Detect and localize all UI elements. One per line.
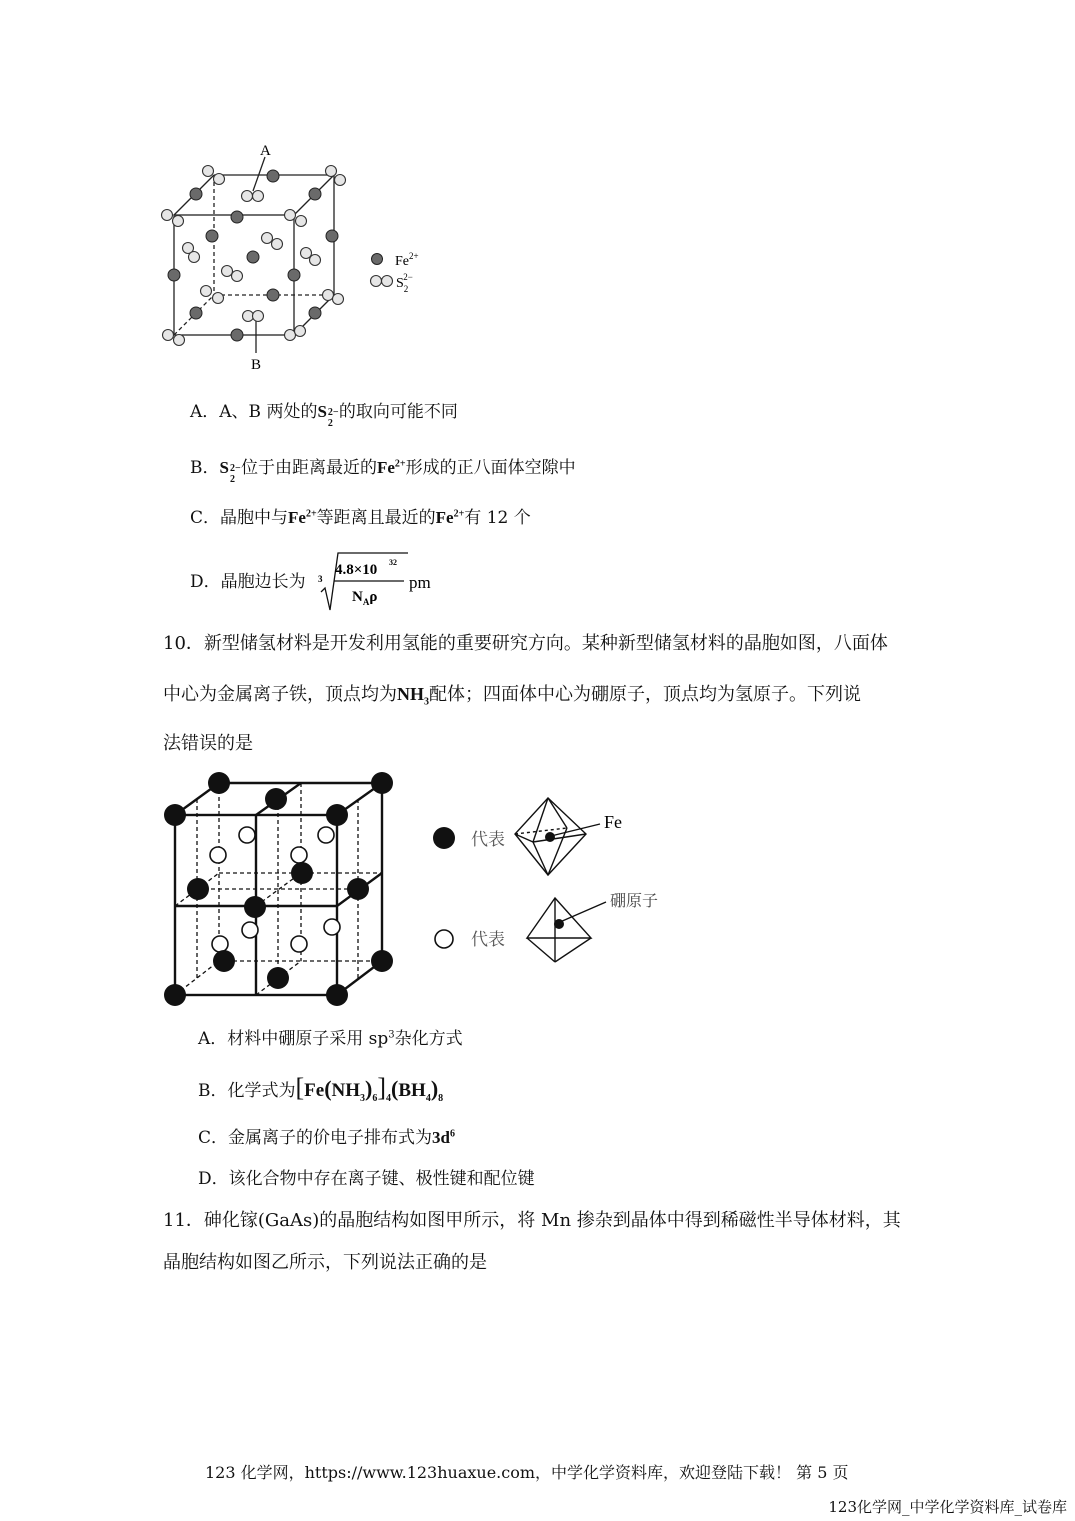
legend-filled-circle	[433, 827, 455, 849]
q9-option-a: A．A、B 两处的S 2− 2 的取向可能不同	[190, 402, 458, 430]
legend-fe-label: $Fe^{2+}$	[395, 251, 419, 269]
fe-ion: $Fe^{2+}$	[288, 508, 317, 527]
page-footer: 123 化学网，https://www.123huaxue.com，中学化学资料库，欢迎登陆下载！ 第 5 页	[205, 1463, 849, 1482]
q9-option-d-prefix: D．晶胞边长为	[190, 572, 306, 592]
q10-option-a: A．材料中硼原子采用 $sp^3$杂化方式	[198, 1029, 463, 1049]
svg-text:32: 32	[389, 558, 397, 567]
q9-option-c: C．晶胞中与$Fe^{2+}$等距离且最近的$Fe^{2+}$有 12 个	[190, 508, 531, 528]
q9-option-b: B．S 2− 2 位于由距离最近的$Fe^{2+}$形成的正八面体空隙中	[190, 458, 576, 486]
q10-stem-line2: 中心为金属离子铁，顶点均为$NH_3$配体；四面体中心为硼原子，顶点均为氢原子。下列说	[163, 684, 861, 708]
legend-represents-1: 代表	[471, 830, 505, 850]
q11-stem-line2: 晶胞结构如图乙所示，下列说法正确的是	[163, 1252, 487, 1273]
legend-fe-marker	[372, 254, 383, 265]
hydrogen-storage-unit-cell-figure	[158, 766, 678, 1016]
legend-s2-label: $S_22-$	[396, 272, 413, 294]
fe-ion: $Fe^{2+}$	[435, 508, 465, 527]
q10-option-b: B．化学式为$[Fe(NH_3)_6]_4(BH_4)_8$	[198, 1073, 444, 1104]
q10-option-c: C．金属离子的价电子排布式为$3d^6$	[198, 1128, 455, 1148]
label-fe: Fe	[604, 812, 622, 832]
q11-stem-line1: 11．砷化镓(GaAs)的晶胞结构如图甲所示，将 Mn 掺杂到晶体中得到稀磁性半导体材料，其	[163, 1210, 901, 1231]
legend-s2-marker-2	[382, 276, 393, 287]
q10-stem-line1: 10．新型储氢材料是开发利用氢能的重要研究方向。某种新型储氢材料的晶胞如图，八面体	[163, 633, 888, 654]
legend-open-circle	[435, 930, 453, 948]
fe-ion: $Fe^{2+}$	[376, 458, 406, 477]
s2-ion: S 2− 2	[317, 402, 339, 430]
watermark: 123化学网_中学化学资料库_试卷库	[828, 1498, 1067, 1516]
label-boron-atom: 硼原子	[610, 891, 659, 910]
s2-ion: S 2− 2	[219, 458, 241, 486]
legend-s2-marker-1	[371, 276, 382, 287]
svg-text:NAρ: $N_A\rho$	[352, 589, 378, 607]
fes2-unit-cell-figure	[150, 135, 450, 380]
label-b: B	[251, 357, 262, 373]
svg-text:3: 3	[318, 574, 323, 584]
legend-represents-2: 代表	[471, 930, 505, 950]
svg-text:pm: pm	[409, 573, 431, 592]
label-a: A	[260, 143, 271, 159]
svg-text:4.8×10: 4.8×10	[335, 562, 378, 578]
chemical-formula: $[Fe(NH_3)_6]_4(BH_4)_8$	[295, 1073, 444, 1104]
octahedron-icon	[515, 798, 600, 875]
q10-stem-line3: 法错误的是	[163, 733, 253, 754]
tetrahedron-icon	[527, 898, 606, 962]
cube-root-expression	[316, 548, 436, 614]
q10-option-d: D．该化合物中存在离子键、极性键和配位键	[198, 1169, 535, 1189]
